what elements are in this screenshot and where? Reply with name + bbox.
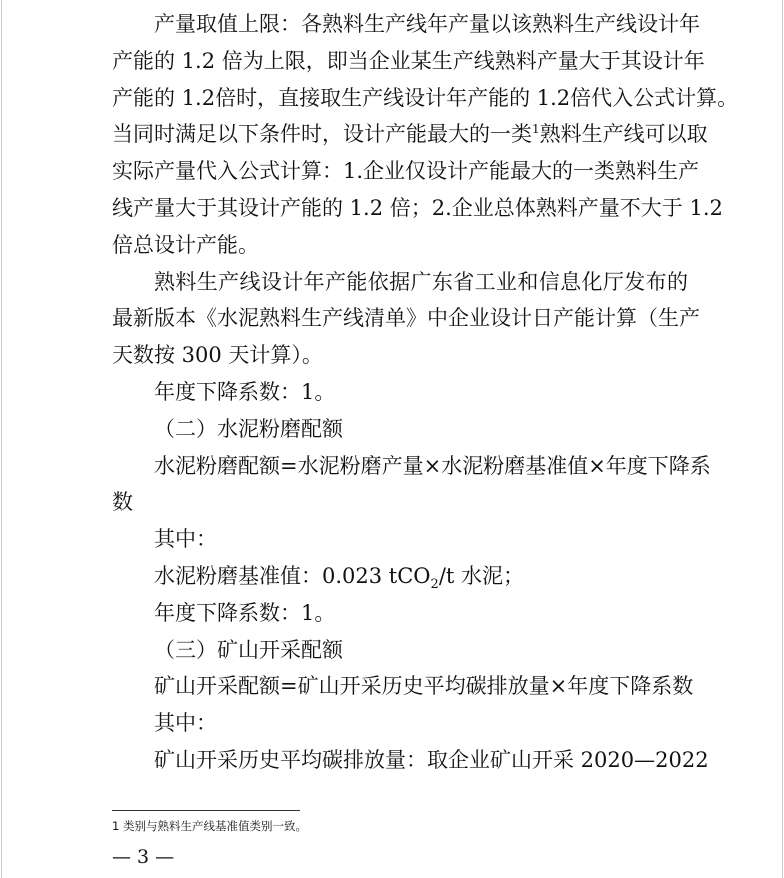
- formula-line: 数: [112, 490, 133, 515]
- text-span: /t 水泥；: [438, 563, 525, 588]
- paragraph-line: 年度下降系数：1。: [154, 379, 336, 404]
- text-span: 水泥粉磨基准值：0.023 tCO: [154, 563, 431, 588]
- section-heading: （二）水泥粉磨配额: [154, 416, 343, 441]
- section-heading: （三）矿山开采配额: [154, 637, 343, 662]
- footnote: 1 类别与熟料生产线基准值类别一致。: [112, 819, 307, 833]
- paragraph-line: 矿山开采历史平均碳排放量：取企业矿山开采 2020—2022: [154, 747, 709, 772]
- paragraph-line-with-subscript: [112, 558, 688, 595]
- paragraph-line-with-footnote-ref: [112, 116, 708, 153]
- page-number: — 3 —: [112, 846, 175, 868]
- subscript: 2: [430, 577, 439, 593]
- body-text: [112, 6, 739, 779]
- footnote-reference: 1: [532, 122, 540, 137]
- formula-line: 矿山开采配额=矿山开采历史平均碳排放量×年度下降系数: [154, 674, 694, 699]
- document-page: [1, 0, 783, 878]
- paragraph-line: 产量取值上限：各熟料生产线年产量以该熟料生产线设计年: [154, 12, 700, 36]
- paragraph-line: 其中：: [154, 527, 217, 552]
- text-span: 熟料生产线可以取: [539, 122, 708, 147]
- paragraph-line: 产能的 1.2 倍为上限，即当企业某生产线熟料产量大于其设计年: [112, 48, 705, 73]
- footnote-divider: [112, 810, 300, 811]
- paragraph-line: 产能的 1.2倍时，直接取生产线设计年产能的 1.2倍代入公式计算。: [112, 85, 739, 110]
- formula-line: 水泥粉磨配额=水泥粉磨产量×水泥粉磨基准值×年度下降系: [154, 453, 711, 478]
- paragraph-line: 倍总设计产能。: [112, 232, 259, 257]
- paragraph-line: 其中：: [154, 711, 217, 736]
- paragraph-line: 实际产量代入公式计算：1.企业仅设计产能最大的一类熟料生产: [112, 159, 700, 184]
- paragraph-line: 熟料生产线设计年产能依据广东省工业和信息化厅发布的: [154, 269, 688, 294]
- text-span: 当同时满足以下条件时，设计产能最大的一类: [112, 122, 532, 147]
- paragraph-line: 最新版本《水泥熟料生产线清单》中企业设计日产能计算（生产: [112, 306, 700, 331]
- paragraph-line: 天数按 300 天计算）。: [112, 343, 323, 368]
- paragraph-line: 年度下降系数：1。: [154, 600, 336, 625]
- paragraph-line: 线产量大于其设计产能的 1.2 倍；2.企业总体熟料产量不大于 1.2: [112, 195, 723, 220]
